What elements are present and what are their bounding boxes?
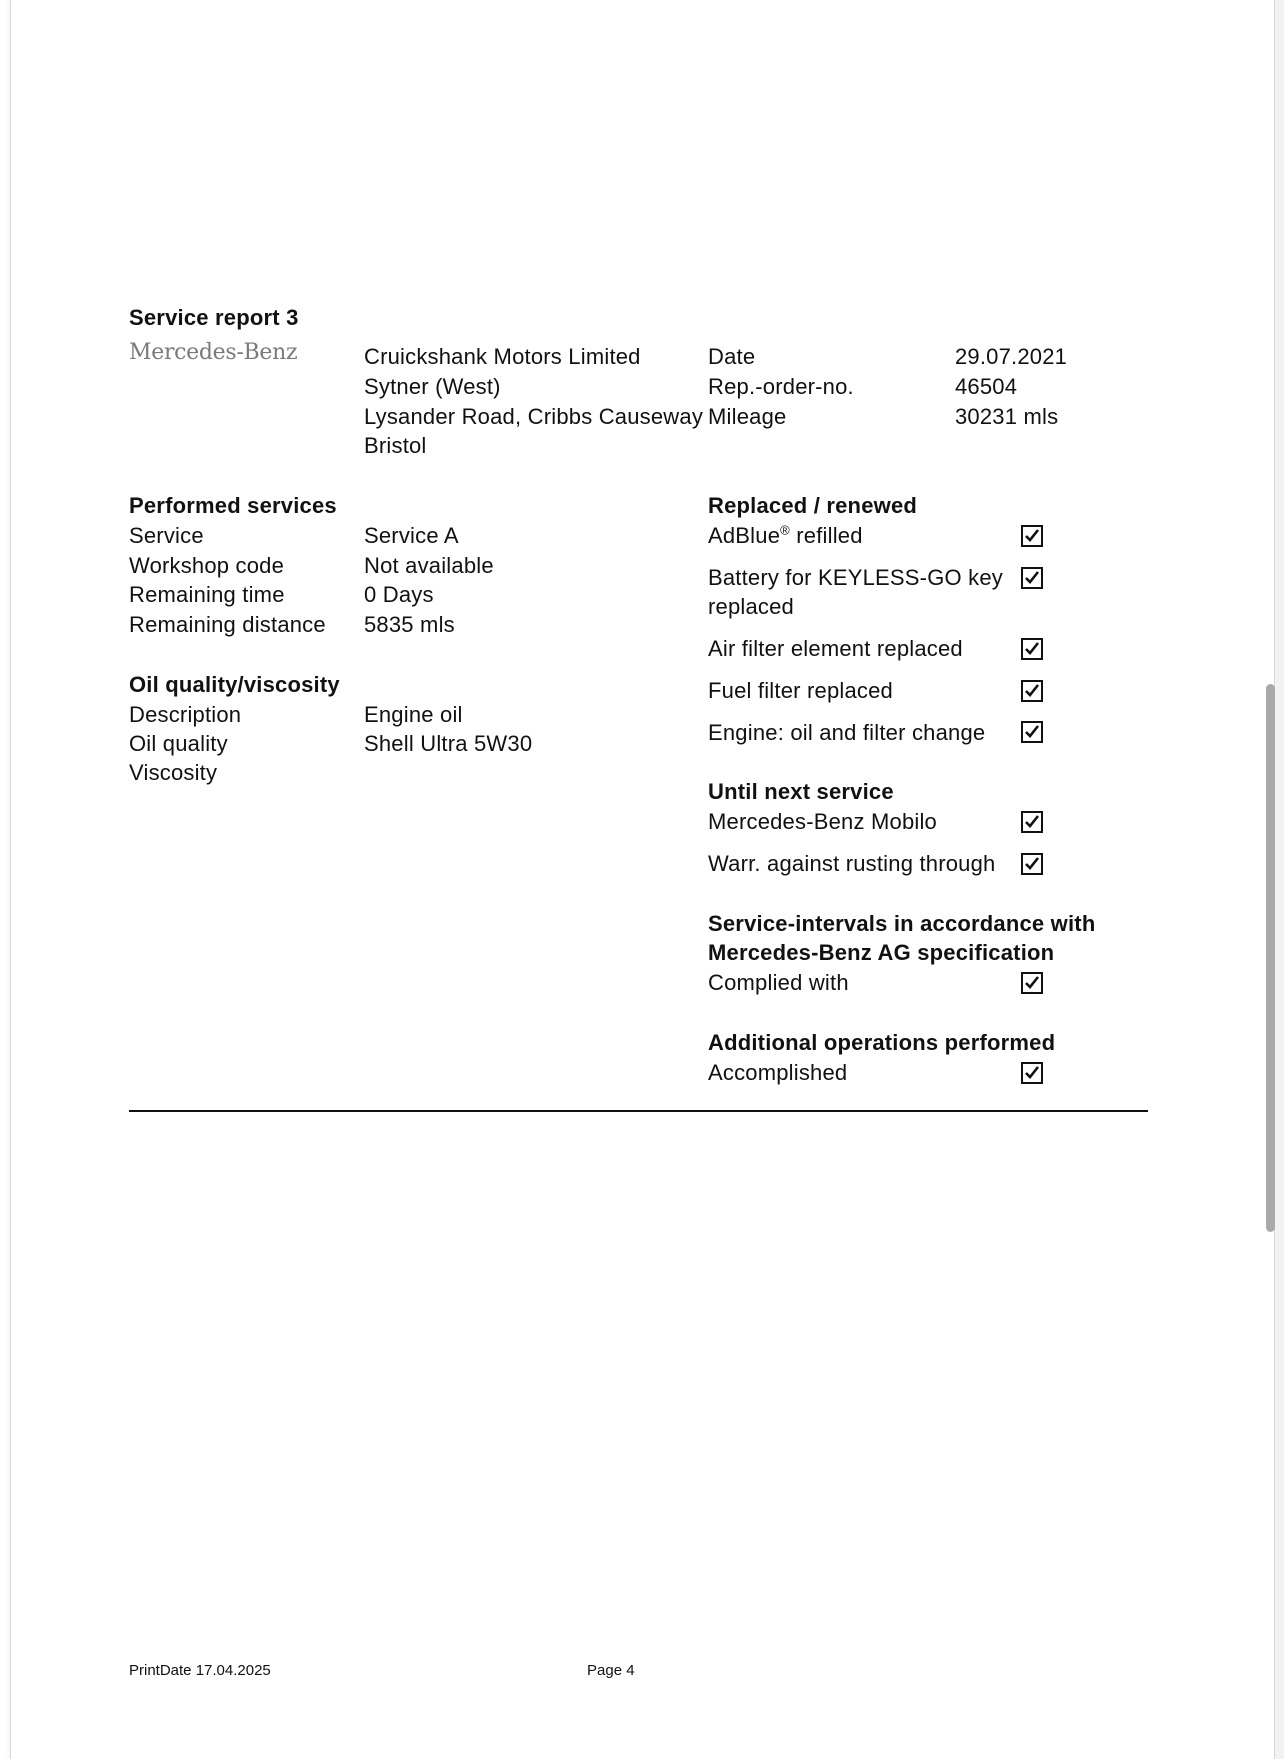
checkmark-icon	[1024, 1065, 1040, 1081]
oil-heading: Oil quality/viscosity	[129, 672, 340, 697]
oil-label: Oil quality	[129, 731, 228, 756]
page-number: Page 4	[587, 1662, 635, 1679]
checkmark-icon	[1024, 975, 1040, 991]
complied-checkbox[interactable]	[1021, 972, 1043, 994]
replaced-item-label: Battery for KEYLESS-GO key	[708, 565, 1003, 590]
mobilo-checkbox[interactable]	[1021, 811, 1043, 833]
replaced-item-rest: refilled	[789, 523, 863, 548]
brand-logo: Mercedes-Benz	[129, 340, 298, 365]
replaced-item-label: Air filter element replaced	[708, 636, 963, 661]
checkmark-icon	[1024, 683, 1040, 699]
keyless-battery-checkbox[interactable]	[1021, 567, 1043, 589]
checkmark-icon	[1024, 724, 1040, 740]
rust-warranty-checkbox[interactable]	[1021, 853, 1043, 875]
checkmark-icon	[1024, 528, 1040, 544]
replaced-item-main: AdBlue	[708, 523, 781, 548]
performed-label: Service	[129, 523, 204, 548]
oil-filter-checkbox[interactable]	[1021, 721, 1043, 743]
oil-value: Shell Ultra 5W30	[364, 731, 533, 756]
replaced-item-label	[708, 521, 863, 551]
performed-label: Remaining distance	[129, 612, 326, 637]
air-filter-checkbox[interactable]	[1021, 638, 1043, 660]
replaced-heading: Replaced / renewed	[708, 493, 918, 518]
document-page	[10, 0, 1275, 1759]
report-title: Service report 3	[129, 305, 299, 330]
replaced-item-label: Fuel filter replaced	[708, 678, 893, 703]
date-value: 29.07.2021	[955, 344, 1068, 369]
performed-value: Not available	[364, 553, 494, 578]
intervals-heading: Service-intervals in accordance with	[708, 911, 1096, 936]
intervals-heading: Mercedes-Benz AG specification	[708, 940, 1055, 965]
print-date: PrintDate 17.04.2025	[129, 1662, 271, 1679]
scrollbar-thumb[interactable]	[1266, 684, 1275, 1232]
dealer-city: Bristol	[364, 433, 427, 458]
performed-label: Remaining time	[129, 582, 285, 607]
until-next-item-label: Warr. against rusting through	[708, 851, 996, 876]
intervals-item-label: Complied with	[708, 970, 849, 995]
oil-label: Viscosity	[129, 760, 218, 785]
adblue-checkbox[interactable]	[1021, 525, 1043, 547]
additional-heading: Additional operations performed	[708, 1030, 1056, 1055]
mileage-value: 30231 mls	[955, 404, 1059, 429]
replaced-item-label: Engine: oil and filter change	[708, 720, 986, 745]
checkmark-icon	[1024, 641, 1040, 657]
registered-mark: ®	[780, 522, 790, 538]
performed-value: 0 Days	[364, 582, 434, 607]
performed-value: 5835 mls	[364, 612, 455, 637]
mileage-label: Mileage	[708, 404, 787, 429]
until-next-heading: Until next service	[708, 779, 894, 804]
date-label: Date	[708, 344, 756, 369]
checkmark-icon	[1024, 856, 1040, 872]
until-next-item-label: Mercedes-Benz Mobilo	[708, 809, 937, 834]
dealer-address: Lysander Road, Cribbs Causeway	[364, 404, 704, 429]
section-divider	[129, 1110, 1148, 1112]
additional-item-label: Accomplished	[708, 1060, 848, 1085]
dealer-branch: Sytner (West)	[364, 374, 501, 399]
oil-value: Engine oil	[364, 702, 463, 727]
scrollbar-track[interactable]	[1275, 0, 1284, 1759]
dealer-name: Cruickshank Motors Limited	[364, 344, 641, 369]
order-label: Rep.-order-no.	[708, 374, 854, 399]
checkmark-icon	[1024, 570, 1040, 586]
performed-value: Service A	[364, 523, 459, 548]
fuel-filter-checkbox[interactable]	[1021, 680, 1043, 702]
order-value: 46504	[955, 374, 1018, 399]
replaced-item-label: replaced	[708, 594, 794, 619]
oil-label: Description	[129, 702, 242, 727]
performed-label: Workshop code	[129, 553, 285, 578]
accomplished-checkbox[interactable]	[1021, 1062, 1043, 1084]
performed-heading: Performed services	[129, 493, 337, 518]
checkmark-icon	[1024, 814, 1040, 830]
